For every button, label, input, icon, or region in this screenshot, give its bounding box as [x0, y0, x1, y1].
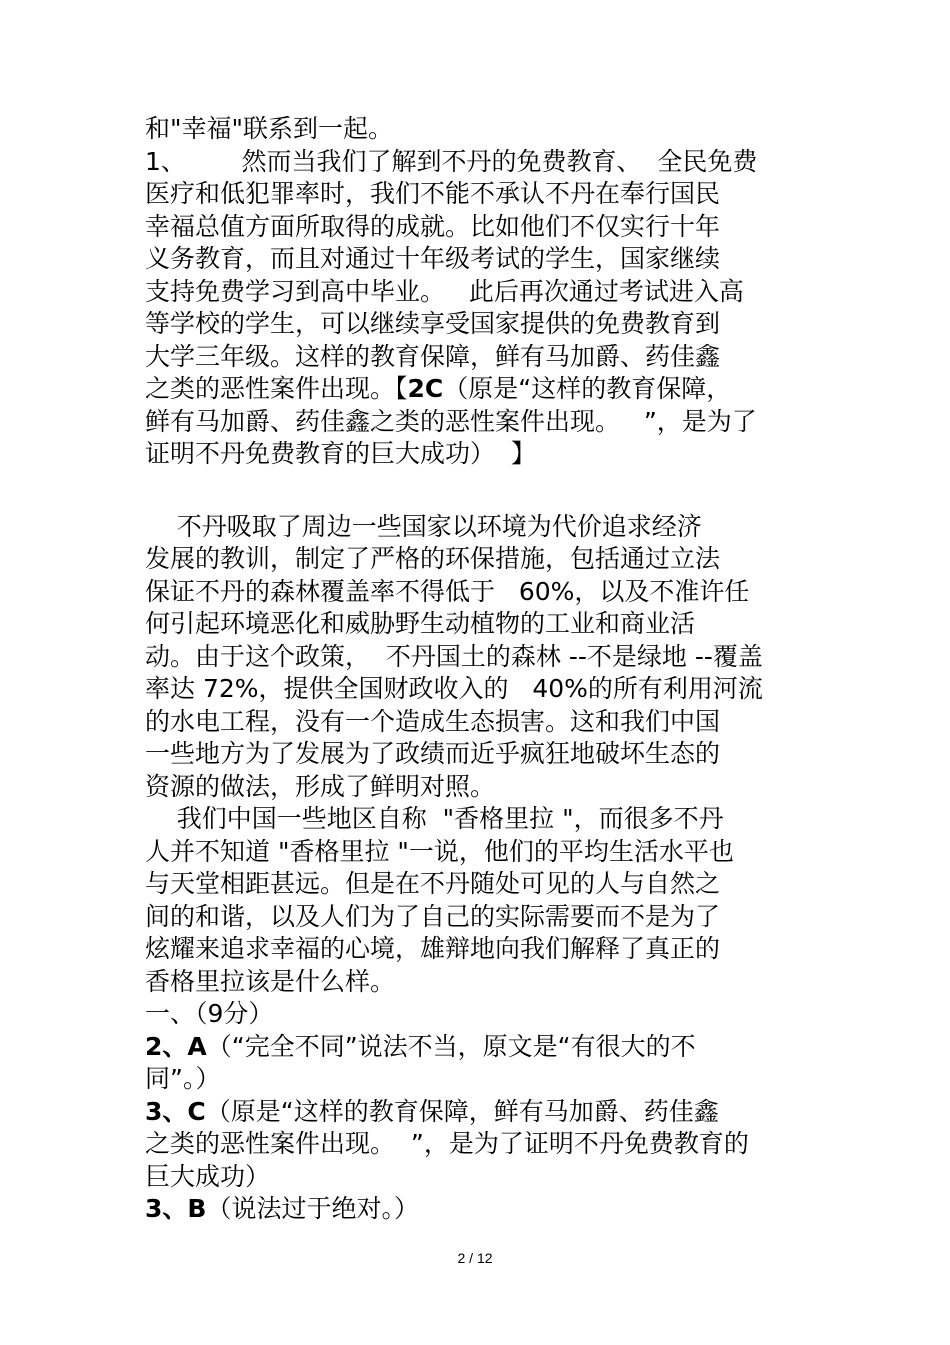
- text-line: 保证不丹的森林覆盖率不得低于 60%，以及不准许任: [145, 576, 750, 606]
- text-line: 发展的教训，制定了严格的环保措施，包括通过立法: [145, 544, 721, 573]
- answer-marker: 3、B: [145, 1194, 207, 1223]
- text-line: 同”。）: [145, 1064, 221, 1093]
- text-line: 率达 72%，提供全国财政收入的 40%的所有利用河流: [145, 674, 763, 703]
- answer-marker: 3、C: [145, 1096, 206, 1126]
- text-line: 何引起环境恶化和威胁野生动植物的工业和商业活: [145, 609, 696, 638]
- text-line: 一些地方为了发展为了政绩而近乎疯狂地破坏生态的: [145, 739, 721, 768]
- text-line: 资源的做法，形成了鲜明对照。: [145, 771, 496, 801]
- text-line: 等学校的学生，可以继续享受国家提供的免费教育到: [145, 309, 721, 338]
- text-line: 我们中国一些地区自称 "香格里拉 "，而很多不丹: [145, 804, 724, 833]
- text-line: 医疗和低犯罪率时，我们不能不承认不丹在奉行国民: [145, 179, 721, 208]
- body-text: [145, 113, 825, 1226]
- text-line: 证明不丹免费教育的巨大成功） 】: [145, 439, 536, 468]
- text-line: 炫耀来追求幸福的心境，雄辩地向我们解释了真正的: [145, 934, 721, 963]
- text-line: 义务教育，而且对通过十年级考试的学生，国家继续: [145, 244, 721, 273]
- answer-marker: 2C: [407, 374, 444, 403]
- paragraph-block-2: [145, 511, 825, 1226]
- paragraph-gap: [145, 471, 825, 511]
- text-line: 香格里拉该是什么样。: [145, 966, 396, 996]
- text-line: 间的和谐，以及人们为了自己的实际需要而不是为了: [145, 901, 721, 931]
- text-line: 与天堂相距甚远。但是在不丹随处可见的人与自然之: [145, 869, 721, 898]
- text-line: 幸福总值方面所取得的成就。比如他们不仅实行十年: [145, 211, 721, 241]
- text-line: 和"幸福"联系到一起。: [145, 114, 393, 143]
- text-line: 人并不知道 "香格里拉 "一说，他们的平均生活水平也: [145, 836, 734, 866]
- text-line: 之类的恶性案件出现。【2C（原是“这样的教育保障，: [145, 374, 732, 403]
- text-line: 大学三年级。这样的教育保障，鲜有马加爵、药佳鑫: [145, 341, 721, 371]
- text-line: 支持免费学习到高中毕业。 此后再次通过考试进入高: [145, 276, 744, 306]
- text-line: 2、A（“完全不同”说法不当，原文是“有很大的不: [145, 1031, 696, 1061]
- text-line: 鲜有马加爵、药佳鑫之类的恶性案件出现。 ”，是为了: [145, 406, 757, 436]
- text-line: 3、C（原是“这样的教育保障，鲜有马加爵、药佳鑫: [145, 1096, 719, 1126]
- paragraph-block-1: [145, 113, 825, 471]
- text-line: 3、B（说法过于绝对。）: [145, 1194, 419, 1223]
- page-number: 2 / 12: [457, 1250, 493, 1266]
- answer-marker: 2、A: [145, 1031, 207, 1061]
- text-line: 巨大成功）: [145, 1161, 271, 1191]
- text-line: 动。由于这个政策， 不丹国土的森林 --不是绿地 --覆盖: [145, 641, 763, 671]
- text-line: 1、 然而当我们了解到不丹的免费教育、 全民免费: [145, 146, 758, 176]
- text-line: 一、（9分）: [145, 999, 274, 1028]
- text-line: 的水电工程，没有一个造成生态损害。这和我们中国: [145, 706, 721, 736]
- text-line: 之类的恶性案件出现。 ”，是为了证明不丹免费教育的: [145, 1129, 749, 1158]
- text-line: 不丹吸取了周边一些国家以环境为代价追求经济: [145, 511, 702, 541]
